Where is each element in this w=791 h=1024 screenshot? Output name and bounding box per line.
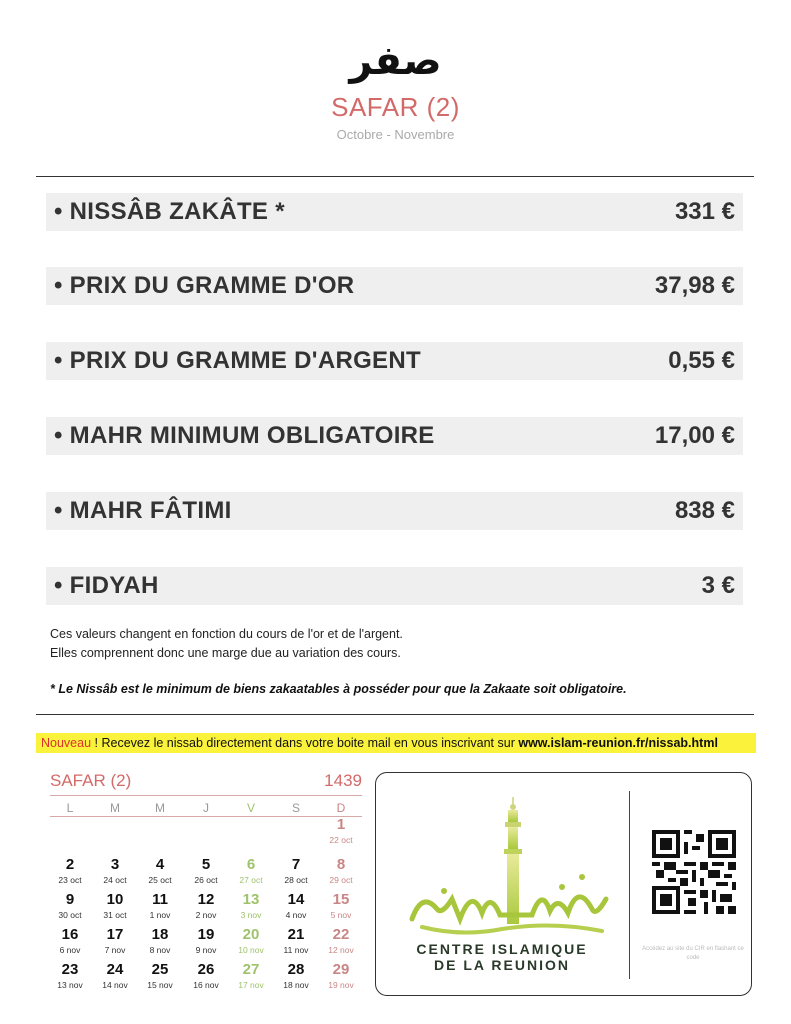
rate-label: • MAHR FÂTIMI (54, 497, 232, 524)
rate-value: 331 € (674, 198, 735, 225)
gregorian-date: 11 nov (283, 945, 309, 955)
weekday-label: M (110, 801, 120, 815)
weekday-label: M (155, 801, 165, 815)
hijri-day-number: 24 (106, 961, 124, 978)
newsletter-banner (36, 733, 756, 753)
calendar-day (273, 856, 319, 886)
calendar-header-rule (50, 795, 362, 796)
weekday-label: V (246, 801, 255, 815)
gregorian-date: 8 nov (149, 945, 171, 955)
calendar-day (92, 961, 138, 991)
new-label: Nouveau (41, 736, 92, 750)
mosque-minaret-calligraphy-icon (382, 791, 622, 951)
hijri-day-number: 7 (291, 856, 301, 873)
rate-value: 37,98 € (654, 272, 735, 299)
calendar-day (318, 891, 364, 921)
calendar-day (92, 856, 138, 886)
rate-row-fidyah (46, 567, 743, 605)
rate-label: • NISSÂB ZAKÂTE * (54, 198, 285, 225)
rate-value: 17,00 € (654, 422, 735, 449)
qr-code-icon[interactable] (652, 830, 736, 914)
hijri-day-number: 25 (151, 961, 169, 978)
gregorian-date: 7 nov (104, 945, 126, 955)
weekday-label: S (291, 801, 300, 815)
calendar-day (318, 961, 364, 991)
calendar-day (228, 926, 274, 956)
calendar-day (47, 926, 93, 956)
gregorian-date: 1 nov (149, 910, 171, 920)
rate-value: 3 € (701, 572, 735, 599)
hijri-day-number: 29 (332, 961, 350, 978)
bottom-divider (36, 714, 754, 715)
calendar-day (47, 891, 93, 921)
gregorian-date: 16 nov (193, 980, 219, 990)
logo-text-line-1: CENTRE ISLAMIQUE (416, 941, 588, 957)
gregorian-date: 12 nov (328, 945, 354, 955)
gregorian-date: 30 oct (58, 910, 82, 920)
calendar-day (137, 961, 183, 991)
calendar-day (183, 961, 229, 991)
calendar-day (137, 856, 183, 886)
calendar-day (273, 926, 319, 956)
calendar-weekday-rule (50, 816, 362, 817)
hijri-day-number: 6 (246, 856, 256, 873)
gregorian-date: 17 nov (238, 980, 264, 990)
weekday-label: D (336, 801, 346, 815)
gregorian-date: 25 oct (148, 875, 172, 885)
gregorian-date: 2 nov (195, 910, 217, 920)
hijri-day-number: 10 (106, 891, 124, 908)
hijri-day-number: 2 (65, 856, 75, 873)
calendar-day (228, 961, 274, 991)
hijri-day-number: 15 (332, 891, 350, 908)
hijri-day-number: 23 (61, 961, 79, 978)
hijri-day-number: 17 (106, 926, 124, 943)
gregorian-date: 26 oct (194, 875, 218, 885)
hijri-day-number: 21 (287, 926, 305, 943)
gregorian-date: 3 nov (240, 910, 262, 920)
rate-value: 838 € (674, 497, 735, 524)
weekday-label: L (66, 801, 74, 815)
qr-note: Accédez au site du CIR en flashant ce code (642, 946, 744, 961)
gregorian-date: 4 nov (285, 910, 307, 920)
hijri-day-number: 8 (336, 856, 346, 873)
hijri-day-number: 3 (110, 856, 120, 873)
gregorian-date: 5 nov (330, 910, 352, 920)
hijri-day-number: 14 (287, 891, 305, 908)
gregorian-date: 29 oct (329, 875, 353, 885)
month-title: SAFAR (2) (331, 92, 460, 122)
rate-label: • FIDYAH (54, 572, 159, 599)
hijri-day-number: 20 (242, 926, 260, 943)
calendar-title: SAFAR (2) (50, 771, 132, 790)
hijri-day-number: 5 (201, 856, 211, 873)
hijri-day-number: 11 (152, 891, 168, 908)
gregorian-date: 14 nov (102, 980, 128, 990)
note-line-1: Ces valeurs changent en fonction du cours de l'or et de l'argent. (50, 627, 403, 641)
gregorian-date: 18 nov (283, 980, 309, 990)
rate-label: • MAHR MINIMUM OBLIGATOIRE (54, 422, 435, 449)
top-divider (36, 176, 754, 177)
hijri-day-number: 26 (197, 961, 215, 978)
hijri-day-number: 22 (332, 926, 350, 943)
rate-row-silver (46, 342, 743, 380)
cir-card (375, 772, 752, 996)
rate-label: • PRIX DU GRAMME D'ARGENT (54, 347, 421, 374)
calendar-day (183, 926, 229, 956)
rate-row-gold (46, 267, 743, 305)
arabic-month-title: صفر (349, 38, 442, 84)
calendar-day (273, 891, 319, 921)
gregorian-date: 13 nov (57, 980, 83, 990)
hijri-day-number: 4 (155, 856, 165, 873)
hijri-day-number: 28 (287, 961, 305, 978)
card-separator (629, 791, 630, 979)
gregorian-date: 19 nov (328, 980, 354, 990)
gregorian-date: 9 nov (195, 945, 217, 955)
note-line-2: Elles comprennent donc une marge due au variation des cours. (50, 646, 401, 660)
calendar-day (273, 961, 319, 991)
rate-row-mahr-fatimi (46, 492, 743, 530)
calendar-day (318, 856, 364, 886)
hijri-day-number: 27 (242, 961, 260, 978)
banner-text: ! Recevez le nissab directement dans votre boite mail en vous inscrivant sur (91, 736, 519, 750)
weekday-label: J (203, 801, 209, 815)
hijri-day-number: 9 (65, 891, 75, 908)
calendar-day (183, 891, 229, 921)
gregorian-date: 27 oct (239, 875, 263, 885)
calendar-day (137, 926, 183, 956)
gregorian-date: 15 nov (147, 980, 173, 990)
calendar-day (92, 926, 138, 956)
calendar-day (228, 856, 274, 886)
gregorian-date: 28 oct (284, 875, 308, 885)
rate-row-nissab (46, 193, 743, 231)
calendar-year: 1439 (324, 771, 362, 790)
hijri-day-number: 18 (151, 926, 169, 943)
hijri-day-number: 13 (242, 891, 260, 908)
gregorian-date: 23 oct (58, 875, 82, 885)
calendar-day (47, 961, 93, 991)
calendar-day (318, 816, 364, 846)
calendar-day (183, 856, 229, 886)
calendar-day (47, 856, 93, 886)
hijri-day-number: 1 (336, 816, 346, 833)
gregorian-date: 24 oct (103, 875, 127, 885)
hijri-day-number: 16 (61, 926, 79, 943)
hijri-day-number: 19 (197, 926, 215, 943)
gregorian-date: 22 oct (329, 835, 353, 845)
hijri-day-number: 12 (197, 891, 215, 908)
gregorian-date: 10 nov (238, 945, 264, 955)
rate-row-mahr-minimum (46, 417, 743, 455)
calendar-day (318, 926, 364, 956)
rate-value: 0,55 € (668, 347, 735, 374)
logo-text-line-2: DE LA REUNION (434, 957, 570, 973)
rate-label: • PRIX DU GRAMME D'OR (54, 272, 355, 299)
nissab-footnote: * Le Nissâb est le minimum de biens zakaatables à posséder pour que la Zakaate soit obligatoire. (50, 682, 627, 696)
gregorian-date: 6 nov (59, 945, 81, 955)
newsletter-link[interactable]: www.islam-reunion.fr/nissab.html (518, 736, 718, 750)
gregorian-date: 31 oct (103, 910, 127, 920)
month-period: Octobre - Novembre (336, 127, 455, 142)
calendar-day (228, 891, 274, 921)
calendar-day (137, 891, 183, 921)
calendar-day (92, 891, 138, 921)
